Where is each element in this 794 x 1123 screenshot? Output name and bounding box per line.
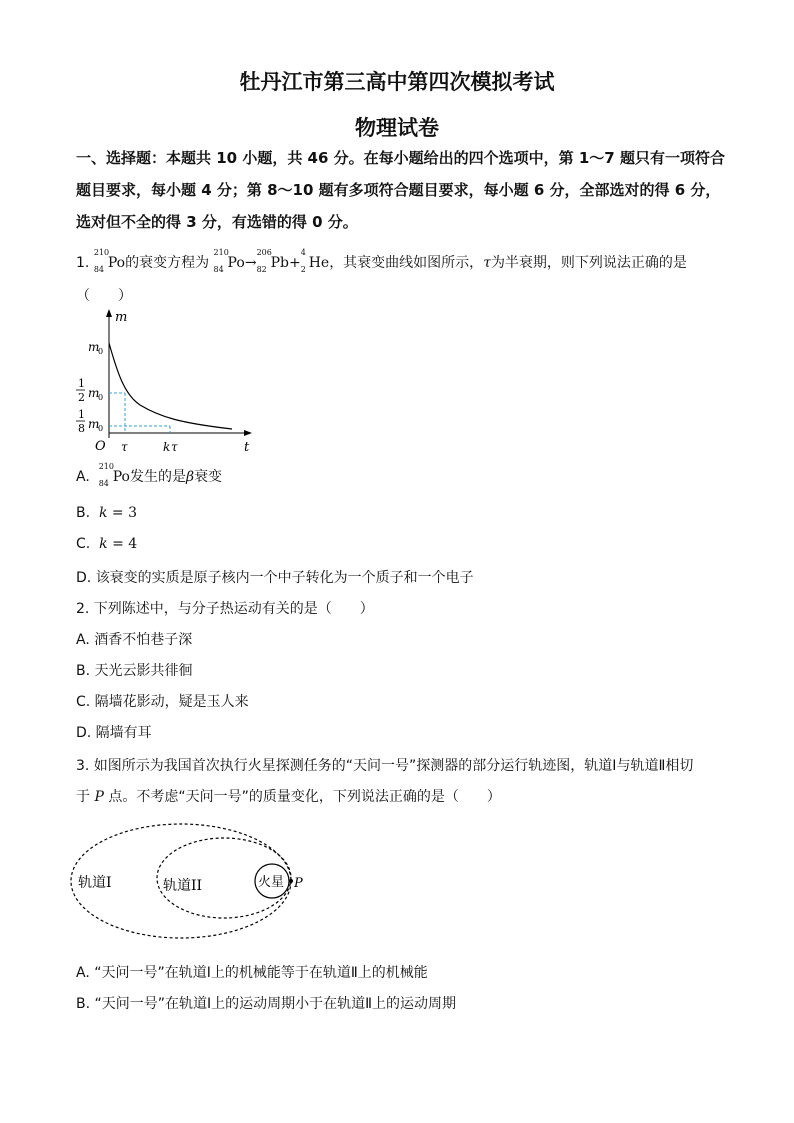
eighth-num: 1: [78, 408, 85, 421]
k-tick-label: k: [163, 440, 171, 454]
half-den: 2: [78, 391, 85, 404]
point-p-label: P: [294, 876, 303, 891]
q1-option-d: D. 该衰变的实质是原子核内一个中子转化为一个质子和一个电子: [76, 570, 474, 586]
pb-nuclide: 206 82 Pb: [256, 248, 289, 274]
q2-option-b: B. 天光云影共徘徊: [76, 663, 193, 679]
mars-label: 火星: [258, 875, 285, 890]
q2-option-a: A. 酒香不怕巷子深: [76, 632, 193, 648]
point-p-marker: [289, 879, 293, 883]
svg-text:τ: τ: [171, 440, 178, 454]
he-nuclide: 4 2 He: [300, 248, 330, 274]
svg-text:0: 0: [98, 393, 104, 402]
q2-option-c: C. 隔墙花影动，疑是玉人来: [76, 694, 249, 710]
svg-text:m: m: [88, 417, 100, 431]
q3-option-b: B. “天问一号”在轨道Ⅰ上的运动周期小于在轨道Ⅱ上的运动周期: [76, 996, 457, 1012]
q1-paren: （ ）: [76, 288, 132, 304]
m0-label: m: [88, 340, 100, 354]
half-num: 1: [78, 377, 85, 390]
exam-subtitle: 物理试卷: [355, 116, 439, 140]
q1-option-b: B. k = 3: [76, 505, 137, 521]
decay-curve-graph: [70, 305, 260, 455]
po-nuclide-eq: 210 84 Po: [213, 248, 245, 274]
q3-stem-line2: 于 P 点。不考虑“天问一号”的质量变化，下列说法正确的是（ ）: [76, 789, 501, 805]
svg-text:m: m: [88, 386, 100, 400]
eighth-den: 8: [78, 422, 85, 435]
q2-option-d: D. 隔墙有耳: [76, 725, 152, 741]
section-instructions: 一、选择题：本题共 10 小题，共 46 分。在每小题给出的四个选项中，第 1～7 题只有一项符合题目要求，每小题 4 分；第 8～10 题有多项符合题目要求，每小题 6 分，全部选对的得 6 分，选对但不全的得 3 分，有选错的得 0 分。: [76, 149, 725, 231]
exam-title: 牡丹江市第三高中第四次模拟考试: [239, 70, 555, 94]
q1-option-a: A. 210 84 Po发生的是β衰变: [76, 462, 223, 488]
origin-label: O: [95, 439, 106, 454]
q3-option-a: A. “天问一号”在轨道Ⅰ上的机械能等于在轨道Ⅱ上的机械能: [76, 965, 428, 981]
q1-stem: 1. 210 84 Po的衰变方程为 210 84 Po→ 206 82 Pb+ 4 2 He，其衰变曲线如图所示，τ为半衰期，则下列说法正确的是: [76, 248, 687, 274]
orbit-diagram: [70, 820, 310, 945]
tau-tick-label: τ: [121, 440, 128, 454]
q1-number: 1.: [76, 255, 90, 271]
svg-text:0: 0: [98, 424, 104, 433]
po-nuclide-option: 210 84 Po: [98, 462, 130, 488]
axis-m-label: m: [115, 310, 128, 325]
svg-text:0: 0: [98, 347, 104, 356]
orbit-1-label: 轨道I: [78, 875, 112, 891]
po-nuclide: 210 84 Po: [93, 248, 126, 274]
q3-stem-line1: 3. 如图所示为我国首次执行火星探测任务的“天问一号”探测器的部分运行轨迹图，轨道Ⅰ与轨道Ⅱ相切: [76, 758, 694, 774]
orbit-2-label: 轨道II: [163, 878, 203, 894]
axis-t-label: t: [244, 440, 250, 455]
q1-option-c: C. k = 4: [76, 536, 138, 552]
q2-stem: 2. 下列陈述中，与分子热运动有关的是（ ）: [76, 601, 374, 617]
